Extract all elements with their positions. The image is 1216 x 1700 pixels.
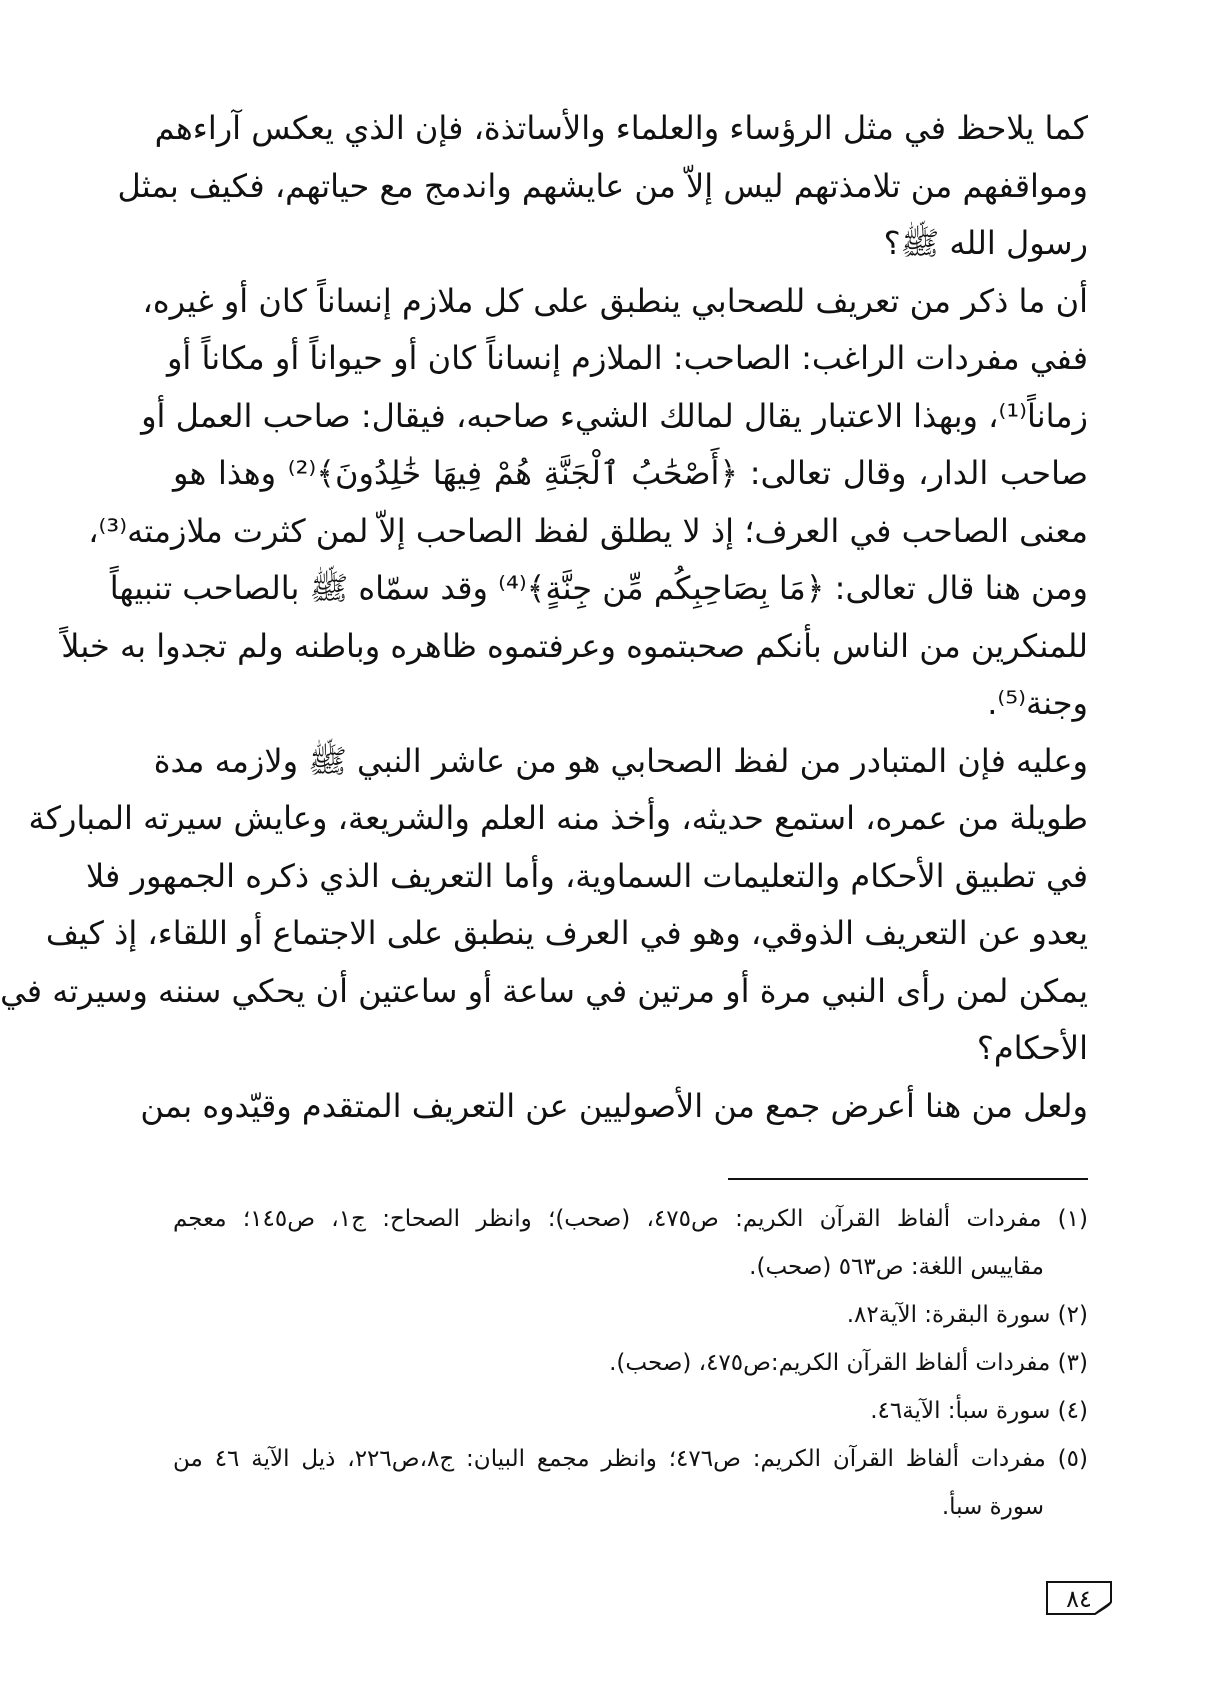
- body-line: كما يلاحظ في مثل الرؤساء والعلماء والأساتذة، فإن الذي يعكس آراءهم: [154, 109, 1088, 147]
- body-line: ومواقفهم من تلامذتهم ليس إلاّ من عايشهم واندمج مع حياتهم، فكيف بمثل: [117, 166, 1088, 205]
- footnote-line: (٢) سورة البقرة: الآية٨٢.: [846, 1302, 1088, 1328]
- footnote-line: (٣) مفردات ألفاظ القرآن الكريم:ص٤٧٥، (صحب).: [609, 1350, 1088, 1376]
- page-number-box: [1045, 1580, 1115, 1620]
- body-line: للمنكرين من الناس بأنكم صحبتموه وعرفتموه ظاهره وباطنه ولم تجدوا به خبلاً: [61, 626, 1088, 665]
- footnote-line: (٥) مفردات ألفاظ القرآن الكريم: ص٤٧٦؛ وانظر مجمع البيان: ج٨،ص٢٢٦، ذيل الآية ٤٦ من: [173, 1446, 1088, 1472]
- body-line: ومن هنا قال تعالى: ﴿مَا بِصَاحِبِكُم مِّن جِنَّةٍ﴾⁽⁴⁾ وقد سمّاه ﷺ بالصاحب تنبيهاً: [109, 569, 1088, 607]
- body-line: معنى الصاحب في العرف؛ إذ لا يطلق لفظ الصاحب إلاّ لمن كثرت ملازمته⁽³⁾،: [88, 511, 1088, 550]
- body-text: [0, 100, 1089, 1135]
- body-line: صاحب الدار، وقال تعالى: ﴿أَصْحَٰبُ ٱلْجَنَّةِ هُمْ فِيهَا خَٰلِدُونَ﴾⁽²⁾ وهذا هو: [173, 454, 1089, 492]
- body-line: وعليه فإن المتبادر من لفظ الصحابي هو من عاشر النبي ﷺ ولازمه مدة: [153, 741, 1088, 780]
- footnote-line: (٤) سورة سبأ: الآية٤٦.: [870, 1398, 1088, 1424]
- body-line: زماناً⁽¹⁾، وبهذا الاعتبار يقال لمالك الشيء صاحبه، فيقال: صاحب العمل أو: [141, 396, 1088, 435]
- footnote-line: (١) مفردات ألفاظ القرآن الكريم: ص٤٧٥، (صحب)؛ وانظر الصحاح: ج١، ص١٤٥؛ معجم: [173, 1206, 1088, 1232]
- footnotes: [173, 1195, 1088, 1531]
- body-line: ولعل من هنا أعرض جمع من الأصوليين عن التعريف المتقدم وقيّدوه بمن: [140, 1086, 1088, 1125]
- body-line: يمكن لمن رأى النبي مرة أو مرتين في ساعة أو ساعتين أن يحكي سننه وسيرته في: [0, 971, 1088, 1010]
- body-line: ففي مفردات الراغب: الصاحب: الملازم إنساناً كان أو حيواناً أو مكاناً أو: [166, 339, 1088, 377]
- body-line: يعدو عن التعريف الذوقي، وهو في العرف ينطبق على الاجتماع أو اللقاء، إذ كيف: [45, 914, 1088, 952]
- footnote-line: سورة سبأ.: [941, 1494, 1044, 1520]
- footnote-separator: [728, 1178, 1088, 1180]
- footnote-line: مقاييس اللغة: ص٥٦٣ (صحب).: [749, 1254, 1044, 1280]
- body-line: الأحكام؟: [976, 1029, 1088, 1067]
- body-line: في تطبيق الأحكام والتعليمات السماوية، وأما التعريف الذي ذكره الجمهور فلا: [85, 856, 1088, 895]
- page-number: ٨٤: [1066, 1585, 1092, 1613]
- body-line: رسول الله ﷺ؟: [883, 224, 1088, 262]
- body-line: طويلة من عمره، استمع حديثه، وأخذ منه العلم والشريعة، وعايش سيرته المباركة: [28, 799, 1088, 837]
- body-line: وجنة⁽⁵⁾.: [987, 684, 1088, 722]
- body-line: أن ما ذكر من تعريف للصحابي ينطبق على كل ملازم إنساناً كان أو غيره،: [142, 281, 1088, 320]
